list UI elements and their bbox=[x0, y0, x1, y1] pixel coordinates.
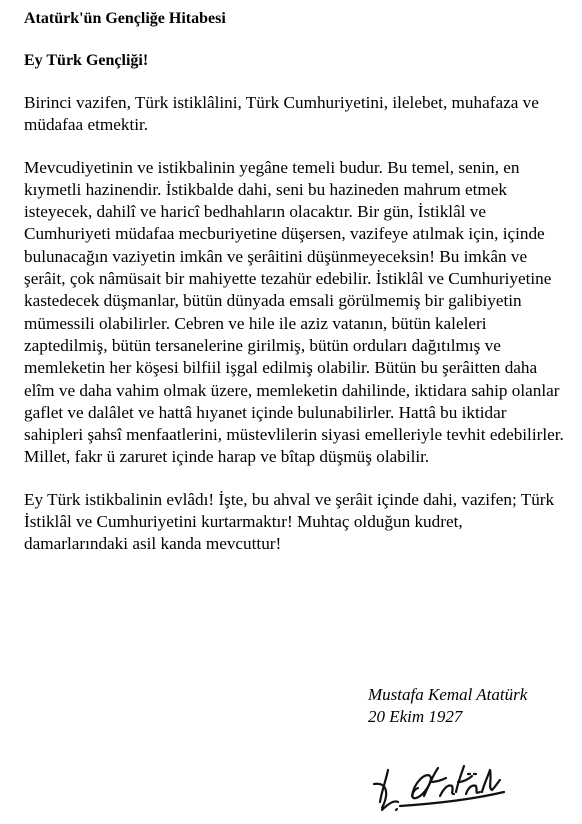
signature-block bbox=[368, 684, 527, 728]
handwritten-signature bbox=[360, 752, 510, 818]
document-title: Atatürk'ün Gençliğe Hitabesi bbox=[24, 10, 226, 27]
signature-date: 20 Ekim 1927 bbox=[368, 707, 463, 726]
document-page bbox=[24, 8, 564, 576]
salutation: Ey Türk Gençliği! bbox=[24, 52, 149, 69]
paragraph-3: Ey Türk istikbalinin evlâdı! İşte, bu ahval ve şerâit içinde dahi, vazifen; Türk İstiklâl ve Cumhuriyetini kurtarmaktır! Muhtaç olduğun kudret, damarlarındaki asil kanda mevcuttur! bbox=[24, 489, 555, 554]
signature-name: Mustafa Kemal Atatürk bbox=[368, 685, 528, 704]
paragraph-2: Mevcudiyetinin ve istikbalinin yegâne temeli budur. Bu temel, senin, en kıymetli hazinendir. İstikbalde dahi, seni bu hazineden mahrum etmek isteyecek, dahilî ve haricî bedhahların olacaktır. Bir gün, İstiklâl ve Cumhuriyeti müdafaa mecburiyetine düşersen, vazifeye atılmak için, içinde bulunacağın vaziyetin imkân ve şerâitini düşünmeyeceksin! Bu imkân ve şerâit, çok nâmüsait bir mahiyette tezahür edebilir. İstiklâl ve Cumhuriyetine kastedecek düşmanlar, bütün dünyada emsali görülmemiş bir galibiyetin mümessili olabilirler. Cebren ve hile ile aziz vatanın, bütün kaleleri zaptedilmiş, bütün tersanelerine girilmiş, bütün orduları dağıtılmış ve memleketin her köşesi bilfiil işgal edilmiş olabilir. Bütün bu şerâitten daha elîm ve daha vahim olmak üzere, memleketin dahilinde, iktidara sahip olanlar gaflet ve dalâlet ve hattâ hıyanet içinde bulunabilirler. Hattâ bu iktidar sahipleri şahsî menfaatlerini, müstevlilerin siyasi emelleriyle tevhit edebilirler. Millet, fakr ü zaruret içinde harap ve bîtap düşmüş olabilir. bbox=[24, 157, 564, 467]
paragraph-1: Birinci vazifen, Türk istiklâlini, Türk Cumhuriyetini, ilelebet, muhafaza ve müdafaa etmektir. bbox=[24, 93, 539, 135]
